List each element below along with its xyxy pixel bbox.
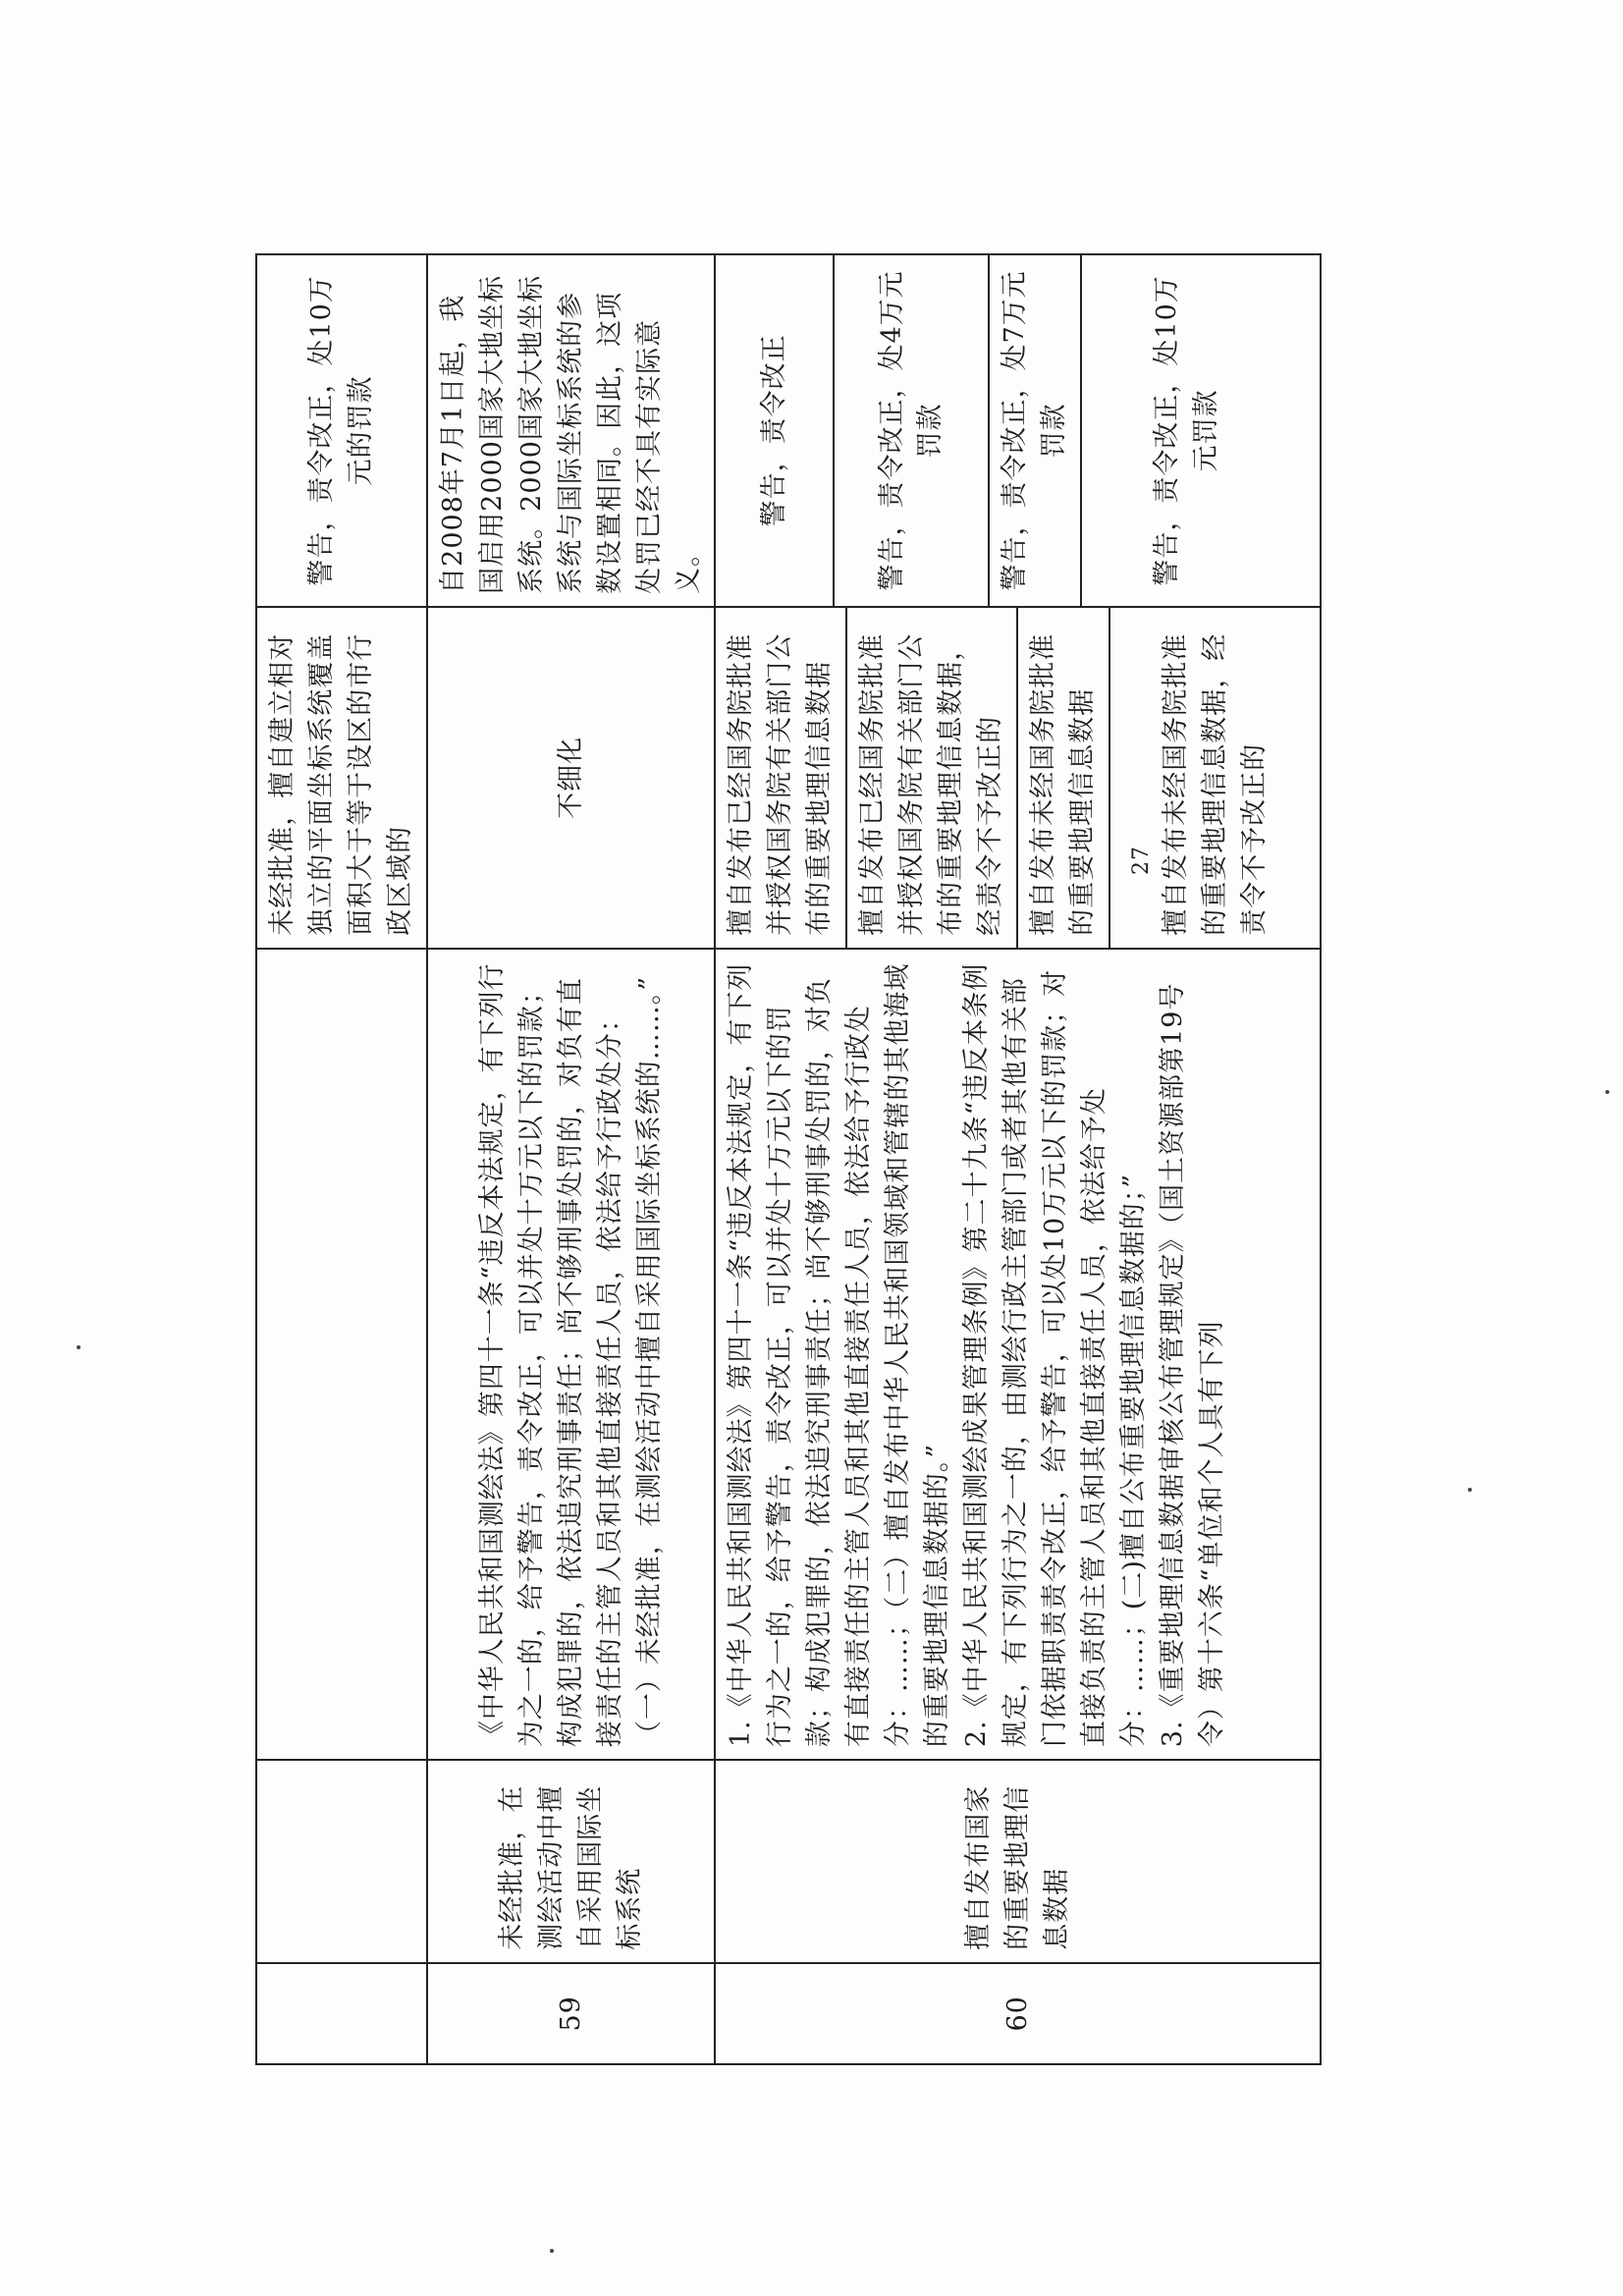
violation-act: 擅自发布国家的重要地理信息数据 <box>715 1760 1321 1963</box>
scan-speck <box>1605 1090 1609 1094</box>
penalty: 警告，责令改正，处7万元罚款 <box>989 255 1081 606</box>
circumstance: 擅自发布未经国务院批准的重要地理信息数据 <box>1017 608 1109 948</box>
table-row <box>256 254 427 2064</box>
circumstance: 擅自发布未经国务院批准的重要地理信息数据，经责令不予改正的 <box>1160 632 1270 936</box>
table-row <box>715 254 1321 2064</box>
item-number: 60 <box>715 1963 1321 2064</box>
table-row <box>427 254 716 2064</box>
penalty-cell <box>715 254 1321 607</box>
scan-speck <box>1468 1488 1472 1492</box>
item-number <box>256 1963 427 2064</box>
scan-speck <box>77 1345 81 1349</box>
legal-basis: 1.《中华人民共和国测绘法》第四十一条“违反本法规定，有下列行为之一的，给予警告，责令改正，可以并处十万元以下的罚款；构成犯罪的，依法追究刑事责任；尚不够刑事处罚的，对负有直接责任的主管人员和其他直接责任人员，依法给予行政处分：……；（二）擅自发布中华人民共和国领域和管辖的其他海域的重要地理信息数据的。” 2.《中华人民共和国测绘成果管理条例》第二十九条“违反本条例规定，有下列行为之一的，由测绘行政主管部门或者其他有关部门依据职责责令改正，给予警告，可以处10万元以下的罚款；对直接负责的主管人员和其他直接责任人员，依法给予处分：……；(二)擅自公布重要地理信息数据的；” 3.《重要地理信息数据审核公布管理规定》（国土资源部第19号令）第十六条“单位和个人具有下列 <box>715 949 1321 1760</box>
scan-speck <box>550 2249 554 2253</box>
penalty: 警告，责令改正 <box>716 255 834 606</box>
legal-basis <box>256 949 427 1760</box>
violation-act <box>256 1760 427 1963</box>
penalty-standard-table <box>255 253 1322 2065</box>
penalty: 警告，责令改正，处10万元罚款 <box>1151 275 1221 586</box>
item-number: 59 <box>427 1963 716 2064</box>
circumstance: 不细化 <box>427 607 716 949</box>
penalty: 自2008年7月1日起，我国启用2000国家大地坐标系统。2000国家大地坐标系统与国际坐标系统的参数设置相同。因此，这项处罚已经不具有实际意义。 <box>427 254 716 607</box>
violation-act: 未经批准，在测绘活动中擅自采用国际坐标系统 <box>427 1760 716 1963</box>
page-number: 27 <box>1129 846 1154 875</box>
circumstance: 擅自发布已经国务院批准并授权国务院有关部门公布的重要地理信息数据，经责令不予改正的 <box>846 608 1017 948</box>
penalty: 警告，责令改正，处4万元罚款 <box>834 255 989 606</box>
circumstance: 擅自发布已经国务院批准并授权国务院有关部门公布的重要地理信息数据 <box>716 608 846 948</box>
penalty-list <box>716 255 1291 606</box>
circumstance-cell <box>715 607 1321 949</box>
circumstance-list <box>716 608 1320 948</box>
legal-basis: 《中华人民共和国测绘法》第四十一条“违反本法规定，有下列行为之一的，给予警告，责令改正，可以并处十万元以下的罚款；构成犯罪的，依法追究刑事责任；尚不够刑事处罚的，对负有直接责任的主管人员和其他直接责任人员，依法给予行政处分：（一）未经批准，在测绘活动中擅自采用国际坐标系统的……。” <box>427 949 716 1760</box>
circumstance: 未经批准，擅自建立相对独立的平面坐标系统覆盖面积大于等于设区的市行政区域的 <box>256 607 427 949</box>
penalty: 警告，责令改正，处10万元的罚款 <box>256 254 427 607</box>
